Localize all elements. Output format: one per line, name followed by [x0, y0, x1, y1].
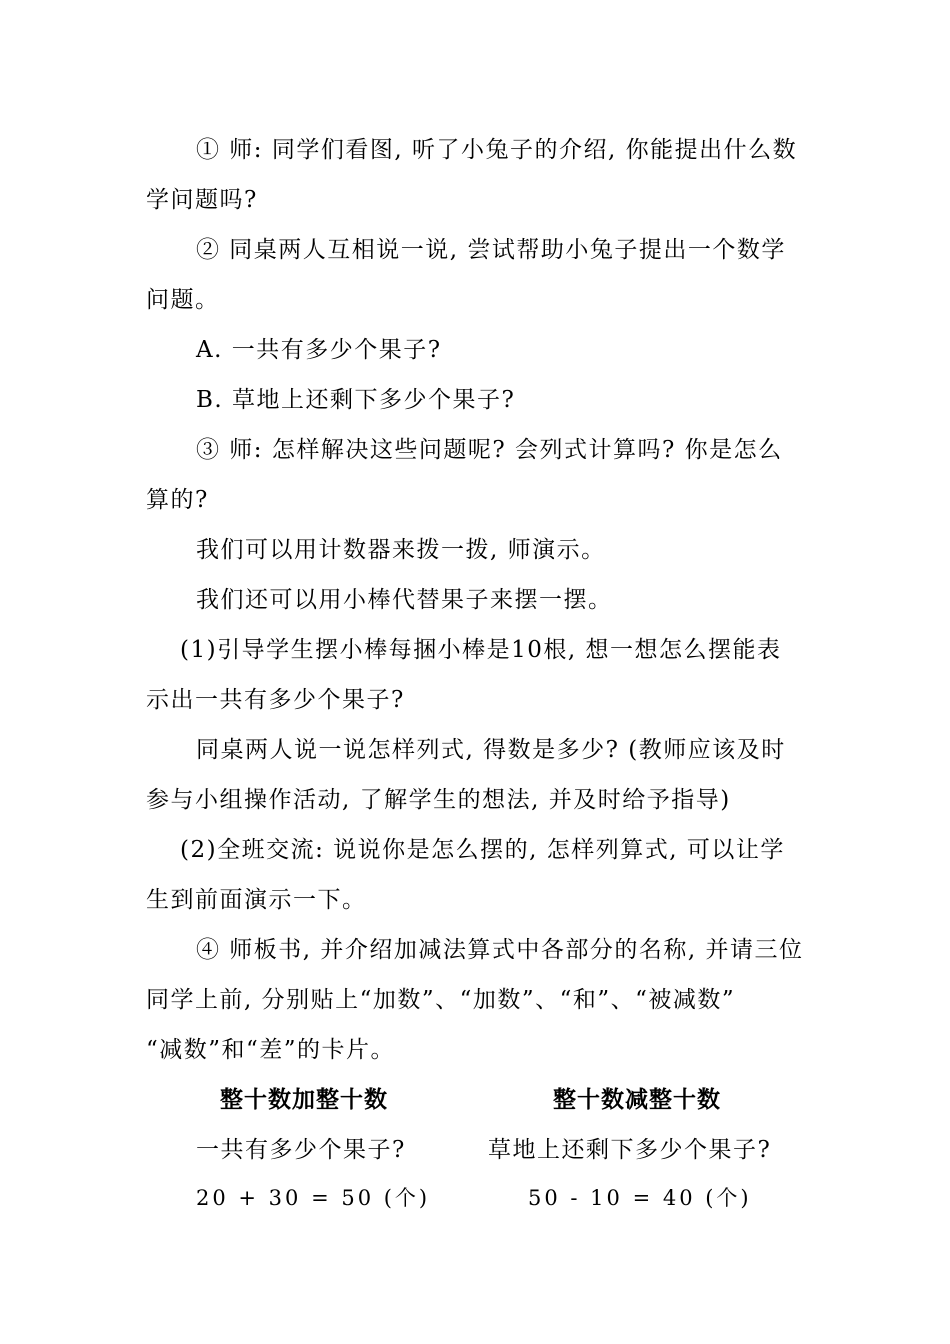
- subtraction-equation: 50 - 10 = 40 (个): [528, 1186, 752, 1210]
- paragraph-1-line-1: ① 师: 同学们看图, 听了小兔子的介绍, 你能提出什么数: [196, 137, 798, 163]
- paragraph-pair-line-2: 参与小组操作活动, 了解学生的想法, 并及时给予指导): [146, 787, 731, 813]
- left-column-question: 一共有多少个果子?: [196, 1137, 406, 1163]
- left-column-heading: 整十数加整十数: [220, 1086, 388, 1113]
- paragraph-3-line-1: ③ 师: 怎样解决这些问题呢? 会列式计算吗? 你是怎么: [196, 437, 783, 463]
- option-a: A. 一共有多少个果子?: [196, 337, 442, 363]
- paragraph-pair-line-1: 同桌两人说一说怎样列式, 得数是多少? (教师应该及时: [196, 737, 786, 763]
- paragraph-counter: 我们可以用计数器来拨一拨, 师演示。: [196, 537, 606, 563]
- paragraph-sticks: 我们还可以用小棒代替果子来摆一摆。: [196, 587, 613, 613]
- right-column-heading: 整十数减整十数: [553, 1086, 721, 1113]
- paragraph-step1-line-1: (1)引导学生摆小棒每捆小棒是10根, 想一想怎么摆能表: [180, 637, 782, 663]
- paragraph-2-line-2: 问题。: [146, 287, 220, 313]
- paragraph-3-line-2: 算的?: [146, 487, 209, 513]
- paragraph-4-line-2: 同学上前, 分别贴上“加数”、“加数”、“和”、“被减数”: [146, 987, 736, 1013]
- paragraph-4-line-1: ④ 师板书, 并介绍加减法算式中各部分的名称, 并请三位: [196, 937, 804, 963]
- paragraph-step1-line-2: 示出一共有多少个果子?: [146, 687, 405, 713]
- paragraph-4-line-3: “减数”和“差”的卡片。: [146, 1037, 396, 1063]
- addition-equation: 20 + 30 = 50 (个): [196, 1186, 431, 1210]
- paragraph-1-line-2: 学问题吗?: [146, 187, 258, 213]
- right-column-question: 草地上还剩下多少个果子?: [488, 1137, 772, 1163]
- option-b: B. 草地上还剩下多少个果子?: [196, 387, 516, 413]
- paragraph-step2-line-2: 生到前面演示一下。: [146, 887, 367, 913]
- paragraph-step2-line-1: (2)全班交流: 说说你是怎么摆的, 怎样列算式, 可以让学: [180, 837, 785, 863]
- paragraph-2-line-1: ② 同桌两人互相说一说, 尝试帮助小兔子提出一个数学: [196, 237, 786, 263]
